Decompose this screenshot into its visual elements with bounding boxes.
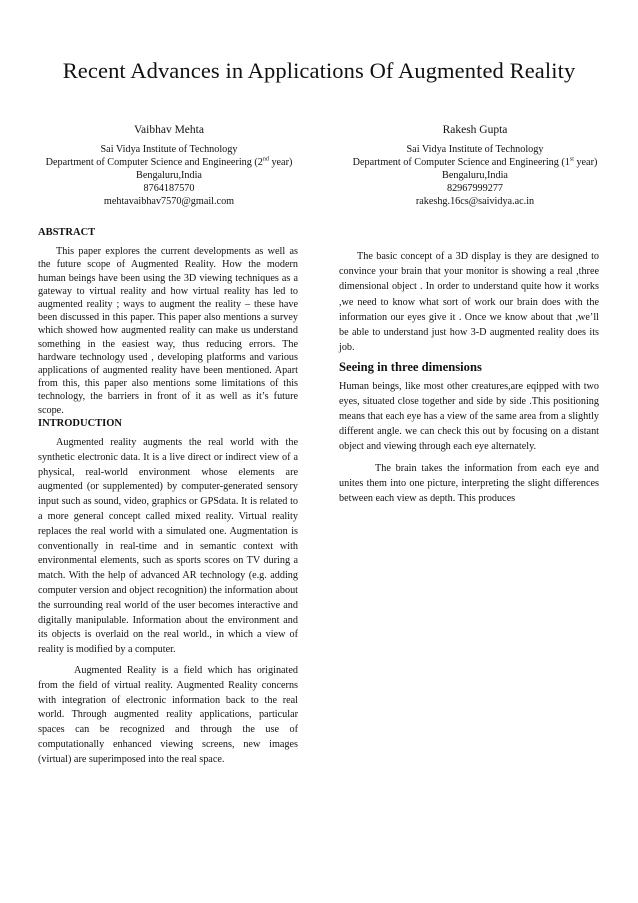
department-superscript: st [569,156,574,163]
author-phone: 8764187570 [143,183,195,194]
display-concept-paragraph: The basic concept of a 3D display is they are designed to convince your brain that your monitor is showing a real ,three dimensional object . In order to understand quite how it works ,we need to know what sort of work our brain does with the information our eyes give it . Once we know about that ,we’ll be able to understand just how 3-D augmented reality does its job. [339,251,599,354]
department-superscript: nd [262,156,269,163]
paper-title: Recent Advances in Applications Of Augmented Reality [62,58,576,83]
author-department [330,156,620,169]
author-city: Bengaluru,India [442,170,508,181]
department-year: year) [573,157,598,168]
seeing-paragraph-1: Human beings, like most other creatures,are eqipped with two eyes, situated close together and side by side .This positioning means that each eye has a view of the same area from a slightly different angle. we can check this out by focusing on a distant object and viewing through each eye alternately. [339,380,599,453]
author-department [24,156,314,169]
author-institute: Sai Vidya Institute of Technology [100,144,238,155]
author-city: Bengaluru,India [136,170,202,181]
author-email: rakeshg.16cs@saividya.ac.in [415,196,535,207]
author-block-1 [24,124,314,208]
author-name: Rakesh Gupta [442,124,508,136]
abstract-text: This paper explores the current developments as well as the future scope of Augmented Reality. How the modern human beings have been using the 3D viewing techniques as a gateway to virtual reality and how virtual reality has led to augmented reality ; ways to augment the reality – these have been discussed in this paper. This paper also mentions a survey which showed how augmented reality can make us understand something in the easiest way, thus reducing errors. The hardware technology used , developing platforms and various applications of augmented reality have been mentioned. Apart from this, this paper also mentions some limitations of this technology, the barriers in front of it as well as it’s future scope. [38,246,298,416]
author-block-2 [330,124,620,208]
author-email: mehtavaibhav7570@gmail.com [103,196,235,207]
department-year: year) [268,157,293,168]
author-name: Vaibhav Mehta [134,124,204,136]
author-institute: Sai Vidya Institute of Technology [406,144,544,155]
author-phone: 82967999277 [446,183,504,194]
department-text: Department of Computer Science and Engineering (2 [45,157,263,168]
intro-paragraph-2: Augmented Reality is a field which has originated from the field of virtual reality. Augmented Reality concerns with integration of electronic information back to the real world. Through augmented reality applications, particular spaces can be recognized and through the use of computationally enhanced viewing screens, new images (virtual) are superimposed into the real space. [38,665,298,765]
introduction-heading: INTRODUCTION [38,417,123,429]
left-column [38,226,298,768]
department-text: Department of Computer Science and Engineering (1 [352,157,570,168]
seeing-paragraph-2: The brain takes the information from each eye and unites them into one picture, interpreting the slight differences between each view as depth. This produces [339,462,599,505]
right-column [339,249,599,506]
intro-paragraph-1: Augmented reality augments the real world with the synthetic electronic data. It is a live direct or indirect view of a physical, real-world environment whose elements are augmented (or supplemented) by computer-generated sensory input such as sound, video, graphics or GPSdata. It is related to a more general concept called mixed reality. Virtual reality replaces the real world with a simulated one. Augmentation is conventionally in real-time and in semantic context with environmental elements, such as sports scores on TV during a match. With the help of advanced AR technology (e.g. adding computer version and object recognition) the information about the surrounding real world of the user becomes interactive and digitally manipulable. Information about the environment and its objects is overlaid on the real world., in which a view of reality is modified by a computer. [38,437,298,656]
seeing-heading: Seeing in three dimensions [339,360,482,375]
abstract-heading: ABSTRACT [38,227,96,238]
